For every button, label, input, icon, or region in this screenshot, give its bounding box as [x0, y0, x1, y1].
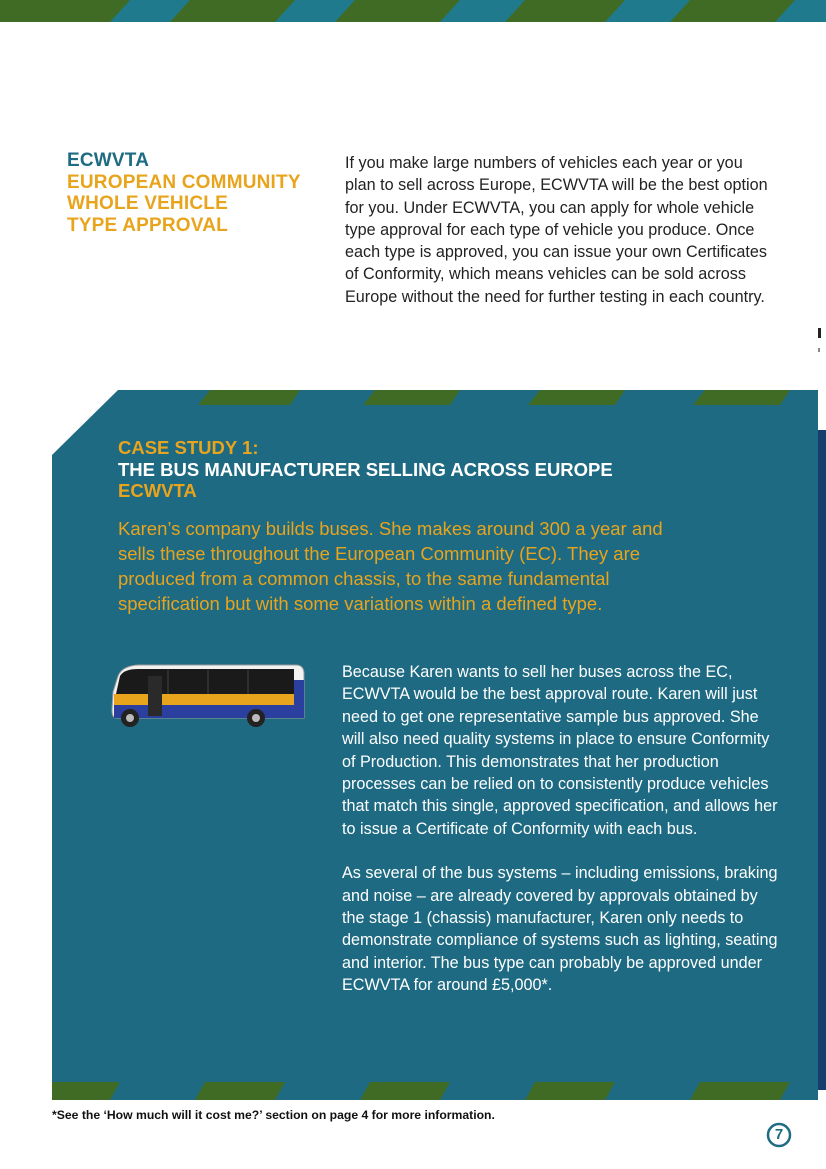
page-number: 7: [774, 1126, 784, 1143]
heading-line-2: EUROPEAN COMMUNITY: [67, 171, 301, 193]
page-number-badge: [766, 1122, 792, 1148]
top-stripe-graphic: [0, 0, 826, 22]
case-study-body: [342, 661, 782, 1019]
case-study-paragraph-1: Because Karen wants to sell her buses across the EC, ECWVTA would be the best approval route. Karen will just need to get one representative sample bus approved. She will also need quality systems in place to ensure Conformity of Production. This demonstrates that her production processes can be relied on to consistently produce vehicles that match this single, approved specification, and allows her to issue a Certificate of Conformity with each bus.: [342, 663, 778, 838]
case-study-heading: THE BUS MANUFACTURER SELLING ACROSS EUROPE: [118, 458, 613, 480]
case-study-lead: Karen’s company builds buses. She makes around 300 a year and sells these throughout the European Community (EC). They are produced from a common chassis, to the same fundamental specification but with some variations within a defined type.: [118, 518, 663, 614]
case-study-subtitle: ECWVTA: [118, 480, 197, 501]
case-study-label: CASE STUDY 1:: [118, 437, 259, 458]
edge-marks: [815, 320, 826, 365]
section-heading: [67, 150, 327, 236]
intro-paragraph: If you make large numbers of vehicles each year or you plan to sell across Europe, ECWVTA will be the best option for you. Under ECWVTA, you can apply for whole vehicle type approval for each type of vehicle you produce. Once each type is approved, you can issue your own Certificates of Conformity, which means vehicles can be sold across Europe without the need for further testing in each country.: [345, 154, 768, 306]
heading-line-3: WHOLE VEHICLE: [67, 193, 228, 214]
top-stripe-band: [0, 0, 826, 22]
heading-acronym: ECWVTA: [67, 150, 150, 171]
bus-icon: [108, 662, 308, 732]
case-study-paragraph-2: As several of the bus systems – including emissions, braking and noise – are already covered by approvals obtained by the stage 1 (chassis) manufacturer, Karen only needs to demonstrate compliance of systems such as lighting, seating and interior. The bus type can probably be approved under ECWVTA for around £5,000*.: [342, 864, 778, 995]
bus-illustration: [108, 662, 308, 737]
footnote: *See the ‘How much will it cost me?’ section on page 4 for more information.: [52, 1108, 495, 1122]
heading-line-4: TYPE APPROVAL: [67, 214, 228, 236]
case-study-title: [118, 437, 758, 502]
